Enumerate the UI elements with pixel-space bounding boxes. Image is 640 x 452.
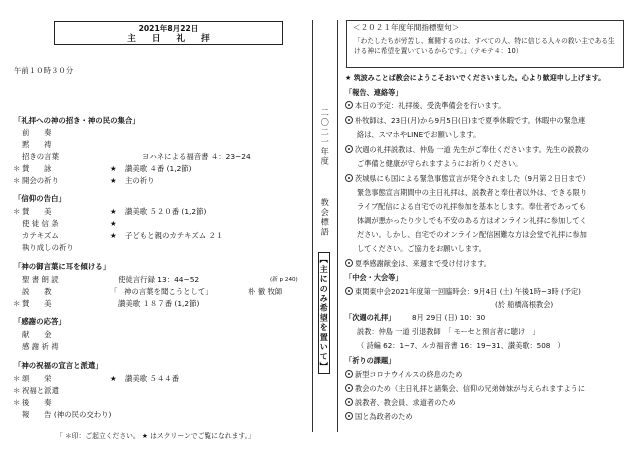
report-item-cont: ライブ配信による自宅での礼拝参加を基本とします。奉仕者であっても — [357, 202, 586, 211]
event-venue: (於 船橋高根教会) — [495, 300, 554, 309]
footnote: 「 ＊印：ご起立ください。 ★ はスクリーンでご覧になれます。」 — [56, 432, 255, 440]
report-item: 次週の礼拝説教は、仲島 一道 先生がご奉仕くださいます。先生の説教の — [345, 145, 589, 154]
events-title: 「中会・大会等」 — [345, 273, 403, 282]
section-title-gathering: 「礼拝への神の招き・神の民の集合」 — [14, 116, 140, 125]
motto-column — [312, 20, 338, 432]
prayer-item: 新型コロナウイルスの終息のため — [345, 370, 462, 379]
event-item: 東関東中会2021年度第一回臨時会：9月4日 (土) 午後1時~3時 (予定) — [345, 287, 581, 296]
screen-star: ★ — [110, 207, 117, 216]
next-service-title: 「次週の礼拝」 — [345, 313, 396, 322]
annual-verse-text: 「わたしたちが労苦し、奮闘するのは、すべての人、特に信じる人々の救い主である生ける神に希望を置いているからです。」（テモテ４：10） — [354, 37, 615, 56]
order-item-name: カテキズム — [22, 231, 59, 240]
order-item-name: 祝福と派遣 — [22, 386, 59, 395]
next-service-date: 8月 29日 (日) 10：30 — [412, 313, 486, 322]
order-item-name: 報 告 (神の民の交わり) — [22, 410, 112, 419]
section-title-confession: 「信仰の告白」 — [14, 194, 66, 203]
report-item-cont: 絡は、スマホやLINEでお願いします。 — [357, 130, 481, 139]
service-date: 2021年8月22日 — [138, 24, 199, 33]
sermon-title: 神の言葉を聞こうとして」 — [124, 287, 213, 296]
next-sermon-line: 説教：仲島 一道 引退教師 「 モーセと預言者に聴け 」 — [357, 327, 540, 336]
standing-mark: ＊ — [13, 164, 21, 173]
report-item: 本日の予定：礼拝後、受洗準備会を行います。 — [345, 101, 505, 110]
order-item-name: 感 謝 祈 祷 — [22, 342, 59, 351]
bullet-icon — [345, 174, 353, 182]
welcome-message: ★ 筑波みことば教会にようこそおいでくださいました。心より歓迎申し上げます。 — [345, 74, 606, 82]
standing-mark: ＊ — [13, 299, 21, 308]
prayer-title: 「祈りの課題」 — [345, 356, 396, 365]
order-item-content: 子どもと親のカテキズム ２１ — [125, 231, 224, 240]
bullet-icon — [345, 412, 353, 420]
reports-title: 「報告、連絡等」 — [345, 88, 403, 97]
order-item-name: 賛 美 — [22, 299, 52, 308]
order-item-content: 使徒言行録 13：44~52 — [118, 275, 200, 284]
order-item-name: 賛 美 — [22, 207, 52, 216]
order-item-content: 讃美歌 ５４４番 — [125, 374, 180, 383]
report-item: 夏季感謝献金は、来週まで受け付けます。 — [345, 259, 491, 268]
bullet-icon — [345, 370, 353, 378]
report-item: 茨城県にも国による緊急事態宣言が発令されました（9月第２日日まで） — [345, 174, 590, 183]
order-item-name: 後 奏 — [22, 398, 52, 407]
standing-mark: ＊ — [13, 398, 21, 407]
screen-star: ★ — [110, 164, 117, 173]
order-item-content: 讃美歌 ４番 (1,2節) — [125, 164, 192, 173]
order-item-name: 頌 栄 — [22, 374, 52, 383]
report-item-cont: 緊急事態宣言期間中の主日礼拝は、説教者と奉仕者以外は、できる限り — [357, 188, 588, 197]
prayer-item: 説教者、教会員、求道者のため — [345, 398, 456, 407]
order-item-name: 招きの言葉 — [22, 152, 59, 161]
report-item-cont: してください。ご協力をお願いします。 — [357, 244, 486, 253]
screen-star: ★ — [110, 231, 117, 240]
standing-mark: ＊ — [13, 176, 21, 185]
order-item-name: 説 教 — [22, 287, 52, 296]
order-item-name: 賛 詠 — [22, 164, 52, 173]
section-title-word: 「神の御言葉に耳を傾ける」 — [14, 262, 111, 271]
report-item: 朴牧師は、23日(月)から9月5日(日)まで夏季休暇です。休暇中の緊急連 — [345, 116, 585, 125]
bullet-icon — [345, 287, 353, 295]
motto-year: 二〇二一年度 — [320, 108, 331, 167]
bullet-icon — [345, 398, 353, 406]
order-item-name: 使 徒 信 条 — [22, 219, 59, 228]
order-item-content: 主の祈り — [125, 176, 155, 185]
bullet-icon — [345, 259, 353, 267]
prayer-item: 国と為政者のため — [345, 412, 413, 421]
screen-star: ★ — [110, 374, 117, 383]
next-scripture-line: （ 詩編 62：1~7、ルカ福音書 16：19~31、讃美歌：508 ） — [357, 341, 565, 350]
order-item-name: 執り成しの祈り — [22, 243, 74, 252]
bullet-icon — [345, 145, 353, 153]
service-header — [54, 21, 283, 45]
report-item-cont: 体調が悪かったり少しでも不安のある方はオンライン礼拝に参加してく — [357, 216, 587, 225]
order-item-name: 黙 祷 — [22, 140, 52, 149]
order-item-name: 聖 書 朗 読 — [22, 275, 59, 284]
standing-mark: ＊ — [13, 386, 21, 395]
report-item-cont: ご準備と健康が守られますようにお祈りください。 — [357, 159, 523, 168]
section-title-blessing: 「神の祝福の宣言と派遣」 — [14, 361, 103, 370]
page-reference: (新 p 240) — [270, 277, 298, 283]
prayer-item: 教会のため（主日礼拝と諸集会、信仰の兄弟姉妹が与えられますように — [345, 384, 585, 393]
annual-verse-title: ＜２０２１年度年間指標聖句＞ — [353, 23, 460, 32]
annual-verse-box — [346, 20, 624, 68]
order-item-content: 讃美歌 ５２０番 (1,2節) — [125, 207, 207, 216]
bullet-icon — [345, 116, 353, 124]
section-title-response: 「感謝の応答」 — [14, 317, 66, 326]
screen-star: ★ — [110, 219, 117, 228]
bullet-icon — [345, 384, 353, 392]
service-title: 主日礼拝 — [127, 34, 226, 44]
bullet-icon — [345, 101, 353, 109]
order-item-name: 前 奏 — [22, 128, 52, 137]
service-time: 午前１０時３０分 — [14, 66, 74, 75]
order-item-content: ヨハネによる福音書 ４：23~24 — [142, 152, 251, 161]
report-item-cont: ださい。しかし、自宅でのオンライン配信困難な方は会堂で礼拝に参加 — [357, 230, 587, 239]
preacher: 朴 徹 牧師 — [248, 287, 283, 296]
church-motto: 【主にのみ希望を置いて】 — [318, 252, 330, 374]
screen-star: ★ — [110, 176, 117, 185]
motto-label: 教会標語 — [320, 198, 331, 237]
standing-mark: ＊ — [13, 374, 21, 383]
order-item-content: 讃美歌 １８７番 (1,2節) — [118, 299, 200, 308]
sermon-open-quote: 「 — [110, 287, 118, 296]
order-item-name: 開会の祈り — [22, 176, 59, 185]
order-item-name: 献 金 — [22, 330, 52, 339]
standing-mark: ＊ — [13, 207, 21, 216]
